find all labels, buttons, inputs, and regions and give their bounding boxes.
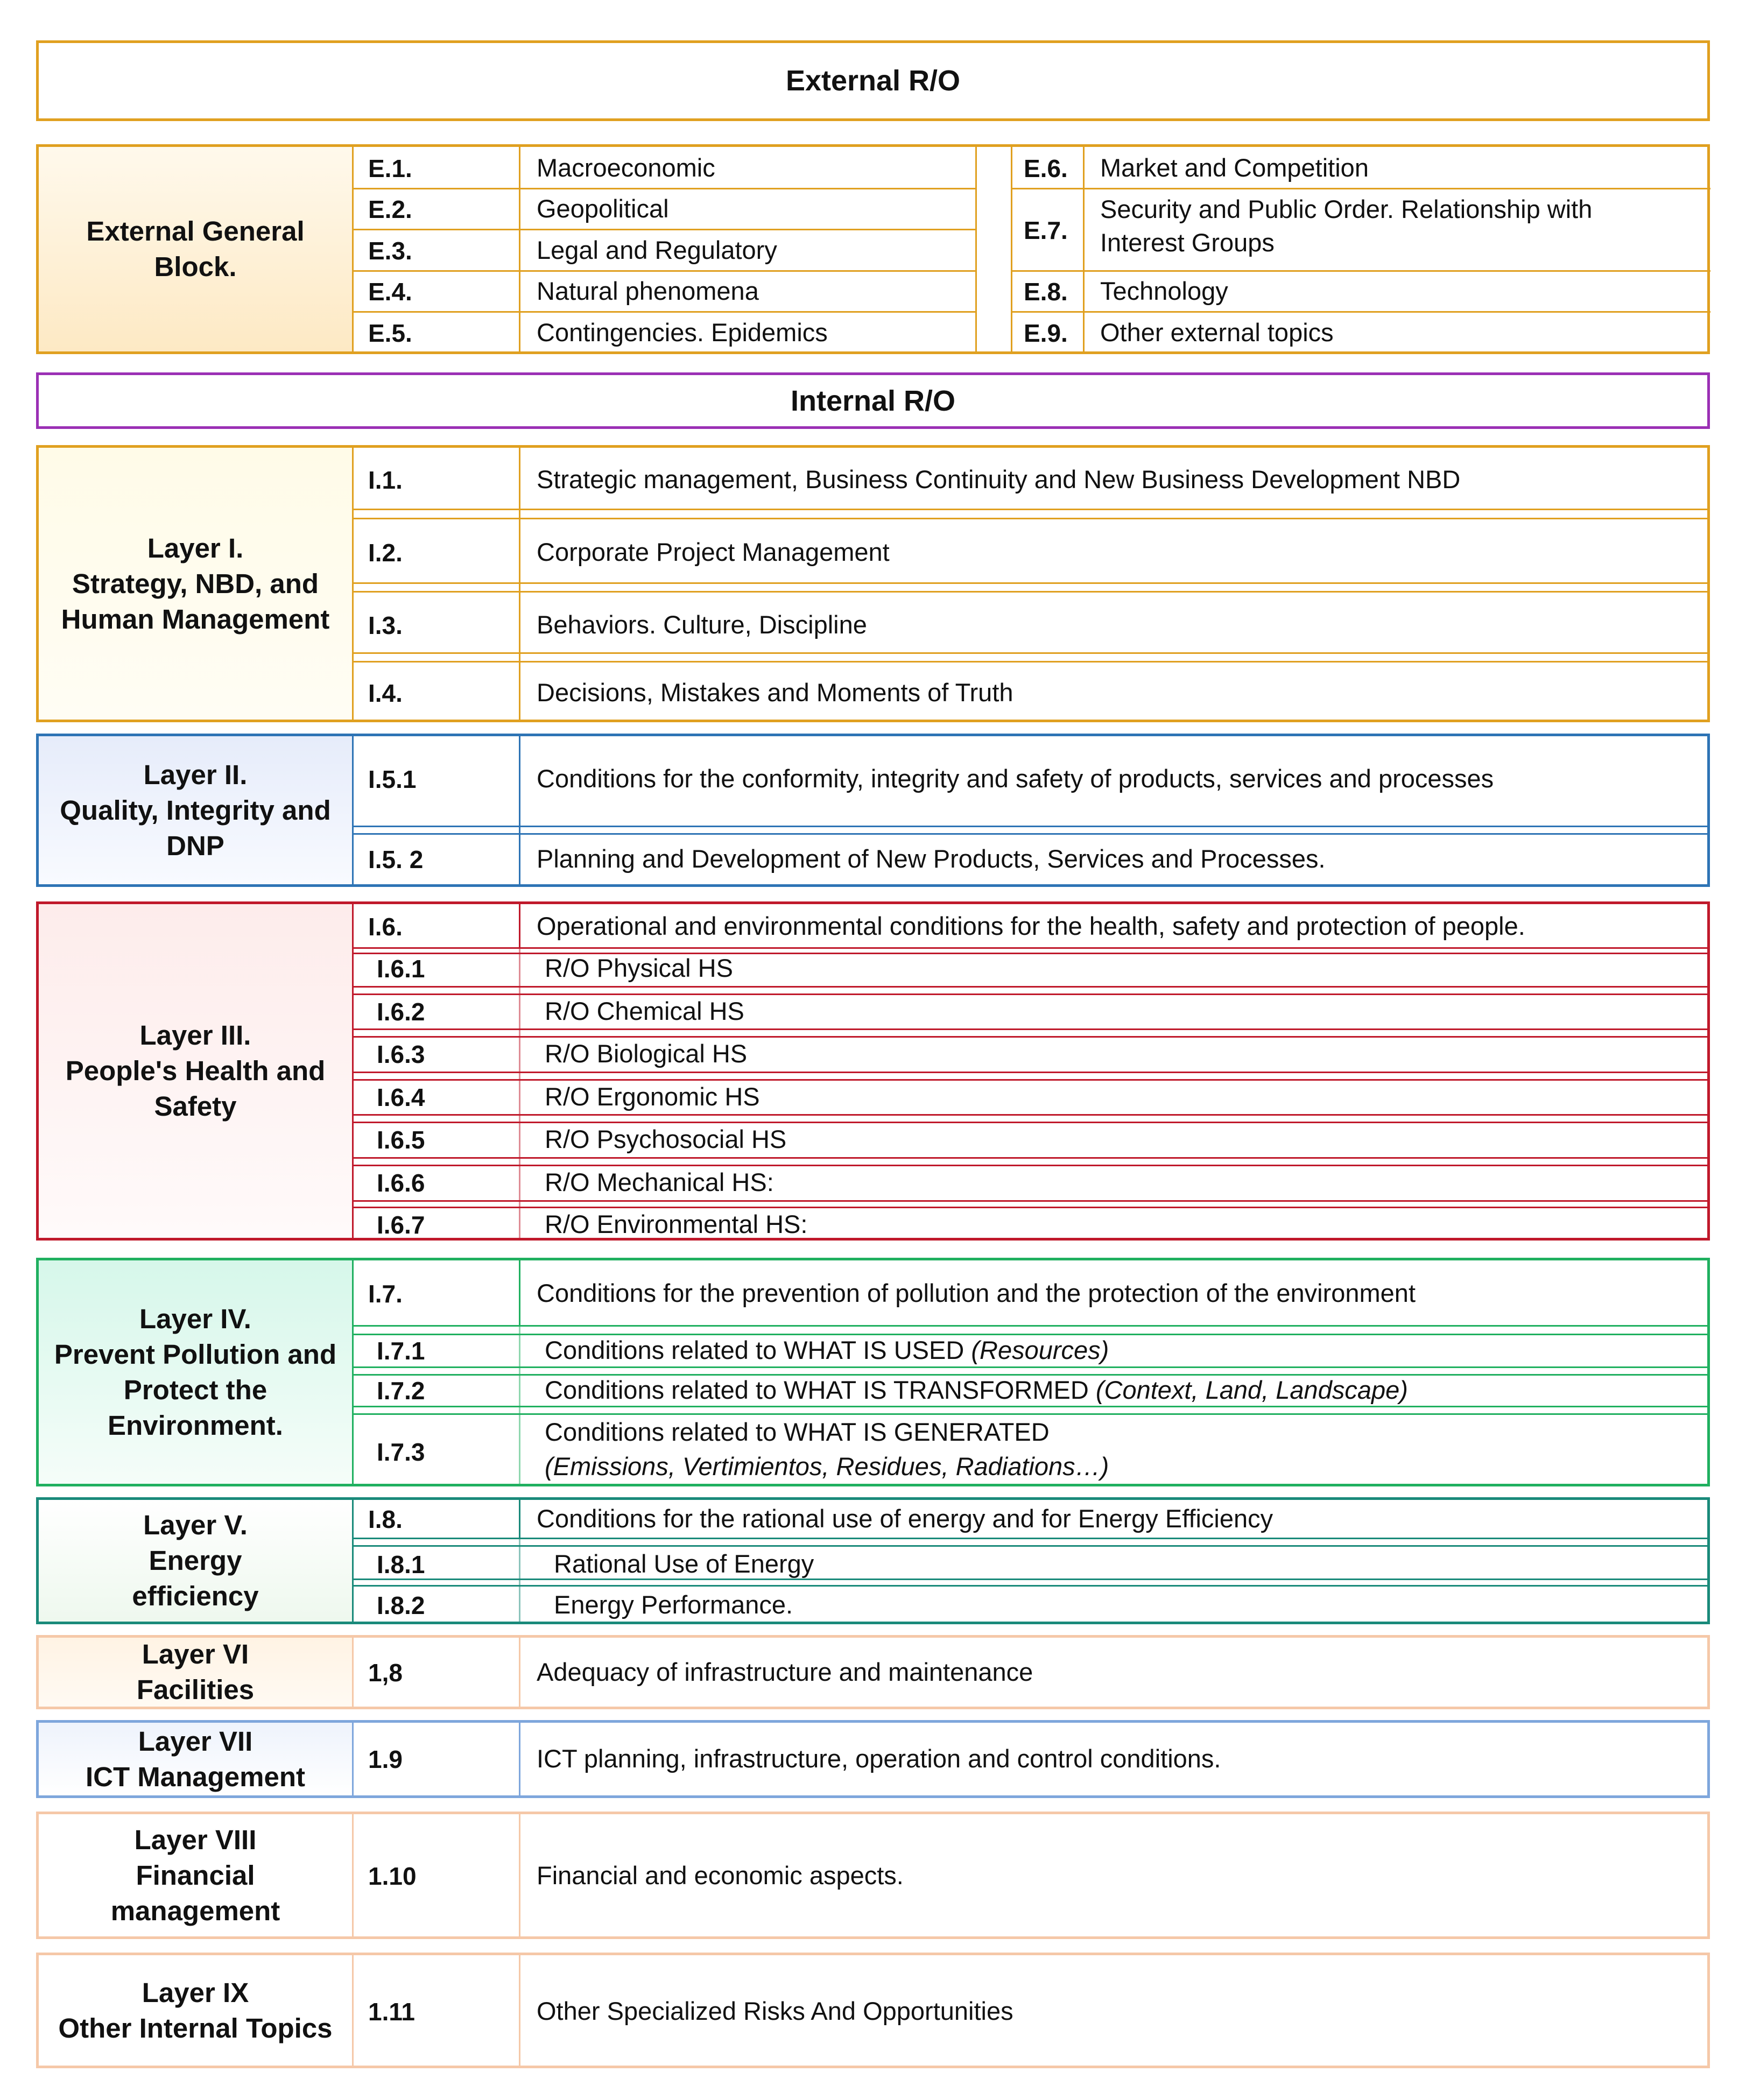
layer-2 <box>36 734 1710 887</box>
layer-7-label <box>39 1723 354 1795</box>
layer-label-line: Protect the <box>123 1374 267 1405</box>
layer-3 <box>36 901 1710 1241</box>
item-text: Financial and economic aspects. <box>537 1861 904 1890</box>
item-text-italic <box>545 1450 1109 1483</box>
item-text-italic: (Context, Land, Landscape) <box>1095 1376 1408 1404</box>
item-code: I.4. <box>368 679 403 707</box>
internal-header <box>36 372 1710 429</box>
layer-label-line: Environment. <box>108 1410 283 1441</box>
item-text: Operational and environmental conditions for the health, safety and protection of people. <box>537 912 1525 940</box>
item-text: Behaviors. Culture, Discipline <box>537 610 867 639</box>
item-code: I.3. <box>368 611 403 639</box>
external-code: E.7. <box>1024 216 1068 244</box>
item-code: I.6.4 <box>377 1083 425 1111</box>
layer-label-line: Layer IX <box>142 1977 249 2008</box>
layer-label-line: Other Internal Topics <box>58 2012 333 2043</box>
external-text: Technology <box>1100 277 1228 305</box>
item-code: 1.10 <box>368 1862 417 1890</box>
external-text: Natural phenomena <box>537 277 759 305</box>
item-code: I.7.1 <box>377 1337 425 1365</box>
item-text: Corporate Project Management <box>537 538 890 566</box>
item-code: 1.11 <box>368 1998 415 2026</box>
item-text: Conditions related to WHAT IS GENERATED <box>545 1418 1050 1446</box>
external-text: Market and Competition <box>1100 153 1369 182</box>
external-block-label <box>39 147 354 351</box>
layer-label-line: Layer V. <box>143 1510 248 1540</box>
item-text: R/O Chemical HS <box>545 997 744 1025</box>
external-text: Security and Public Order. Relationship with <box>1100 195 1593 223</box>
item-text: R/O Mechanical HS: <box>545 1168 774 1196</box>
layer-8-label <box>39 1814 354 1936</box>
item-text-main: Conditions related to WHAT IS USED <box>545 1336 971 1364</box>
layer-4-label <box>39 1260 354 1484</box>
item-code: I.8.2 <box>377 1591 425 1619</box>
layer-label-line: Quality, Integrity and <box>60 794 331 826</box>
item-text: Adequacy of infrastructure and maintenance <box>537 1658 1033 1686</box>
layer-label-line: Energy <box>149 1545 242 1576</box>
item-text: Conditions for the conformity, integrity and safety of products, services and processes <box>537 764 1494 793</box>
item-code: I.6.2 <box>377 998 425 1026</box>
external-header <box>36 40 1710 121</box>
layer-2-label <box>39 736 354 884</box>
external-text: Legal and Regulatory <box>537 236 777 264</box>
layer-3-label <box>39 904 354 1238</box>
item-code: I.6.5 <box>377 1126 425 1154</box>
external-code: E.4. <box>368 278 412 306</box>
item-code: 1,8 <box>368 1659 403 1687</box>
item-code: I.5. 2 <box>368 845 424 873</box>
item-text: ICT planning, infrastructure, operation and control conditions. <box>537 1744 1221 1773</box>
layer-1 <box>36 445 1710 722</box>
layer-8 <box>36 1812 1710 1939</box>
external-text: Other external topics <box>1100 318 1334 347</box>
layer-label-line: DNP <box>166 830 224 861</box>
layer-label-line: Layer VII <box>138 1725 253 1757</box>
item-text: Conditions for the rational use of energy and for Energy Efficiency <box>537 1504 1273 1533</box>
layer-label-line: Safety <box>154 1091 237 1122</box>
external-text: Macroeconomic <box>537 153 715 182</box>
item-code: I.7.3 <box>377 1438 425 1466</box>
item-text: R/O Environmental HS: <box>545 1210 808 1238</box>
layer-9 <box>36 1953 1710 2068</box>
item-text: R/O Biological HS <box>545 1039 748 1068</box>
item-text: R/O Physical HS <box>545 954 733 982</box>
item-text: R/O Psychosocial HS <box>545 1125 787 1153</box>
item-text: Strategic management, Business Continuity and New Business Development NBD <box>537 465 1461 494</box>
layer-label-line: Layer III. <box>139 1020 251 1051</box>
layer-label-line: Prevent Pollution and <box>54 1338 337 1370</box>
item-code: I.6.1 <box>377 955 425 983</box>
layer-6 <box>36 1635 1710 1709</box>
item-text: Energy Performance. <box>554 1590 793 1619</box>
item-text: Other Specialized Risks And Opportunities <box>537 1997 1013 2025</box>
layer-label-line: Strategy, NBD, and <box>72 568 319 599</box>
item-code: I.8. <box>368 1505 403 1533</box>
layer-label-line: Layer VI <box>142 1639 249 1669</box>
item-code: I.7.2 <box>377 1377 425 1405</box>
item-text: R/O Ergonomic HS <box>545 1082 760 1111</box>
item-text: Planning and Development of New Products, Services and Processes. <box>537 844 1326 873</box>
layer-1-label <box>39 448 354 720</box>
item-code: I.8.1 <box>377 1551 425 1578</box>
external-code: E.1. <box>368 154 412 182</box>
item-text-italic-span: (Emissions, Vertimientos, Residues, Radiations…) <box>545 1452 1109 1481</box>
external-title: External R/O <box>785 65 961 97</box>
layer-5 <box>36 1497 1710 1624</box>
external-text: Geopolitical <box>537 194 669 223</box>
item-text: Conditions for the prevention of pollution and the protection of the environment <box>537 1279 1416 1307</box>
external-code: E.2. <box>368 195 412 223</box>
external-code: E.3. <box>368 237 412 265</box>
layer-label-line: ICT Management <box>85 1761 306 1792</box>
layer-label-line: Layer II. <box>143 759 248 790</box>
layer-9-label <box>39 1955 354 2066</box>
item-code: I.6.3 <box>377 1040 425 1068</box>
layer-label-line: efficiency <box>132 1581 259 1611</box>
layer-label-line: Layer VIII <box>134 1824 257 1855</box>
item-text: Rational Use of Energy <box>554 1549 814 1578</box>
item-text <box>545 1334 1109 1367</box>
item-code: I.2. <box>368 539 403 567</box>
external-text: Contingencies. Epidemics <box>537 318 828 347</box>
internal-title: Internal R/O <box>790 384 956 417</box>
layer-label-line: Layer IV. <box>139 1303 251 1334</box>
item-code: I.5.1 <box>368 765 417 793</box>
item-code: I.6.6 <box>377 1169 425 1197</box>
layer-label-line: Layer I. <box>147 532 244 563</box>
external-block-label-line: Block. <box>154 251 237 282</box>
layer-4 <box>36 1258 1710 1486</box>
item-code: 1.9 <box>368 1745 403 1773</box>
item-text-italic: (Resources) <box>971 1336 1109 1364</box>
item-text-main: Conditions related to WHAT IS TRANSFORMED <box>545 1376 1096 1404</box>
layer-label-line: People's Health and <box>65 1055 326 1086</box>
item-code: I.1. <box>368 466 403 494</box>
item-code: I.7. <box>368 1280 403 1308</box>
item-code: I.6.7 <box>377 1211 425 1239</box>
layer-label-line: Human Management <box>61 603 330 635</box>
layer-label-line: Facilities <box>136 1674 255 1705</box>
external-block-label-line: External General <box>86 216 305 246</box>
external-code: E.6. <box>1024 154 1068 182</box>
item-text: Decisions, Mistakes and Moments of Truth <box>537 678 1013 707</box>
external-code: E.8. <box>1024 278 1068 306</box>
layer-label-line: management <box>110 1895 280 1926</box>
layer-7 <box>36 1720 1710 1798</box>
layer-5-label <box>39 1500 354 1622</box>
external-code: E.9. <box>1024 319 1068 347</box>
external-text: Interest Groups <box>1100 228 1275 257</box>
layer-6-label <box>39 1638 354 1707</box>
layer-label-line: Financial <box>136 1859 255 1891</box>
external-general-block <box>36 144 1710 354</box>
item-code: I.6. <box>368 913 403 941</box>
external-code: E.5. <box>368 319 412 347</box>
item-text <box>545 1373 1408 1407</box>
